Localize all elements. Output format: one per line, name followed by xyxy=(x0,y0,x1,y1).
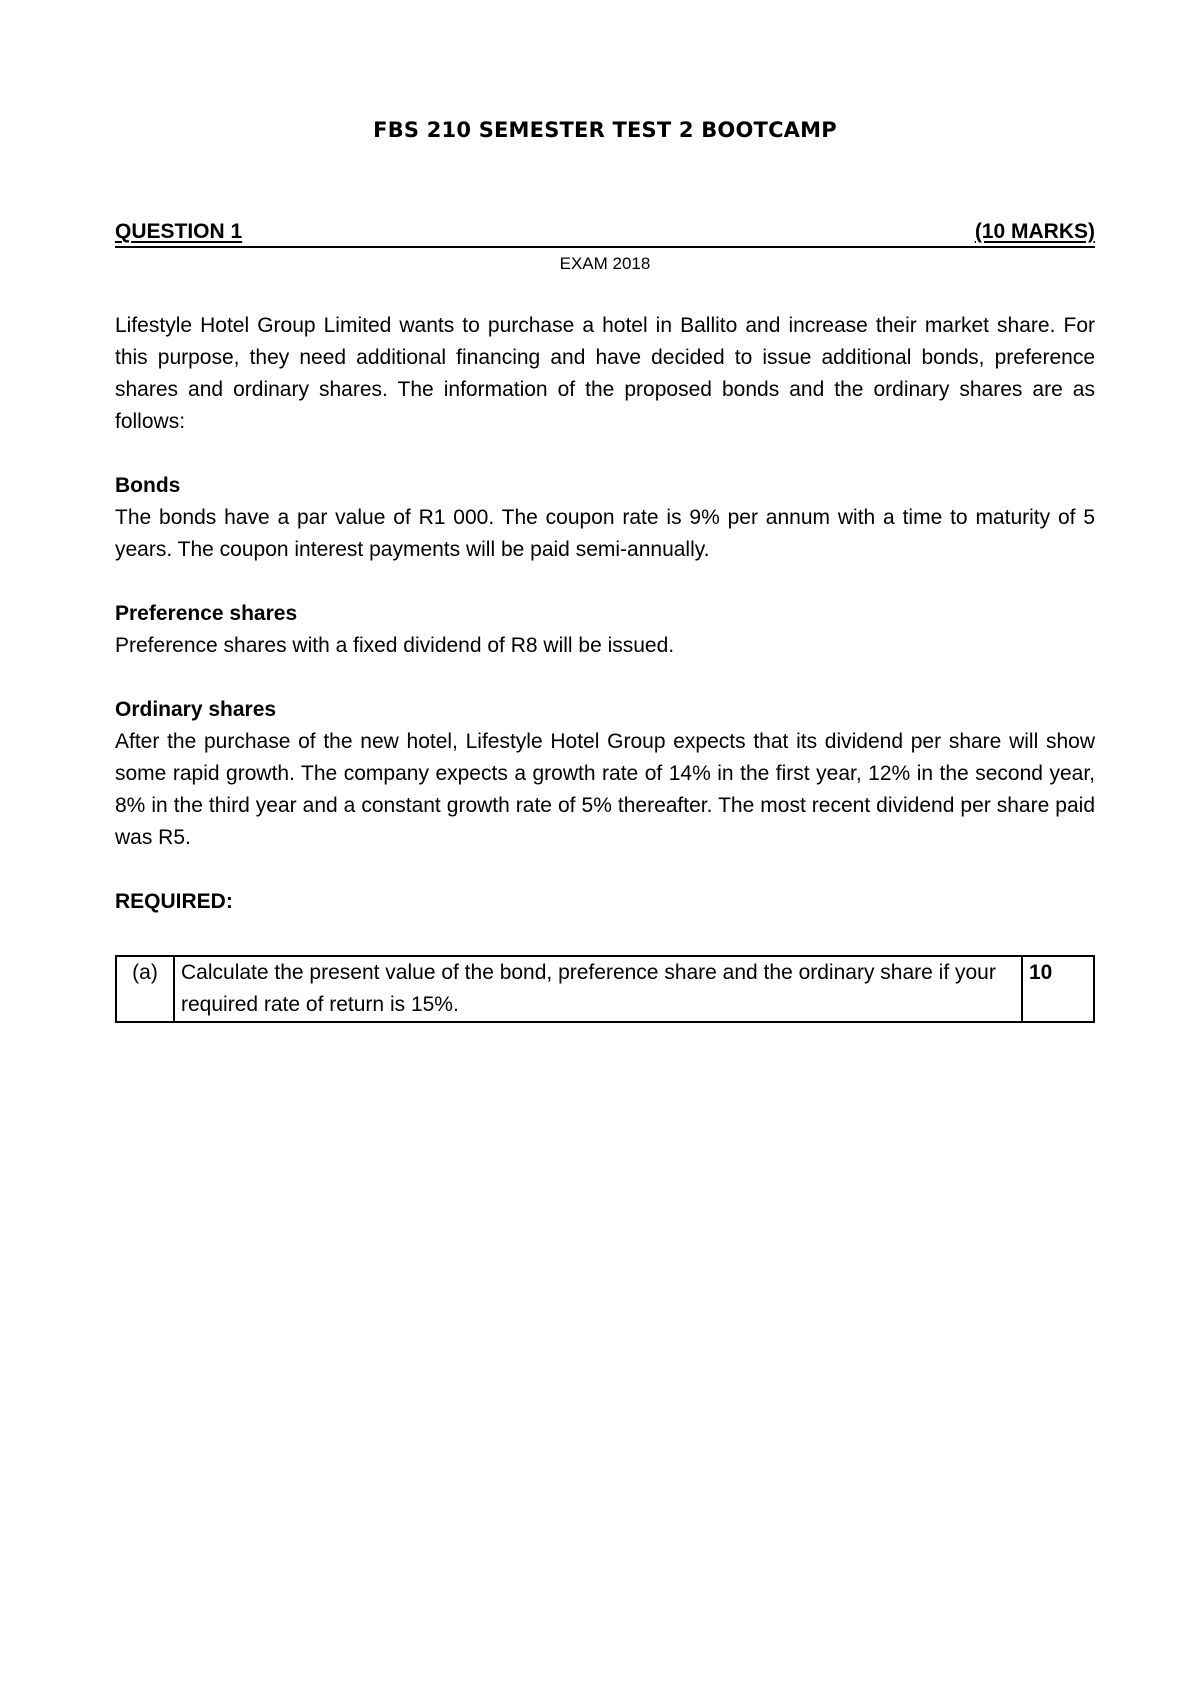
required-table xyxy=(115,955,1095,1023)
preference-shares-heading: Preference shares xyxy=(115,602,298,625)
question-marks: (10 MARKS) xyxy=(974,220,1095,243)
ordinary-shares-heading: Ordinary shares xyxy=(115,698,277,721)
question-label: QUESTION 1 xyxy=(115,220,243,243)
document-title: FBS 210 SEMESTER TEST 2 BOOTCAMP xyxy=(373,118,837,142)
ordinary-shares-paragraph: After the purchase of the new hotel, Lifestyle Hotel Group expects that its dividend per share will show some rapid growth. The company expects a growth rate of 14% in the first year, 12% in the second year, 8% in the third year and a constant growth rate of 5% thereafter. The most recent dividend per share paid was R5. xyxy=(115,730,1095,849)
preference-shares-paragraph: Preference shares with a fixed dividend of R8 will be issued. xyxy=(115,634,675,657)
part-marks: 10 xyxy=(1022,956,1094,1022)
table-row xyxy=(116,956,1094,1022)
part-label: (a) xyxy=(116,956,174,1022)
task-text: Calculate the present value of the bond, preference share and the ordinary share if your required rate of return is 15%. xyxy=(174,956,1022,1022)
question-header xyxy=(115,220,1095,248)
exam-source: EXAM 2018 xyxy=(559,254,651,273)
bonds-heading: Bonds xyxy=(115,474,181,497)
bonds-paragraph: The bonds have a par value of R1 000. The coupon rate is 9% per annum with a time to maturity of 5 years. The coupon interest payments will be paid semi-annually. xyxy=(115,506,1095,561)
required-heading: REQUIRED: xyxy=(115,890,233,913)
intro-paragraph: Lifestyle Hotel Group Limited wants to purchase a hotel in Ballito and increase their market share. For this purpose, they need additional financing and have decided to issue additional bonds, preference shares and ordinary shares. The information of the proposed bonds and the ordinary shares are as follows: xyxy=(115,314,1095,433)
